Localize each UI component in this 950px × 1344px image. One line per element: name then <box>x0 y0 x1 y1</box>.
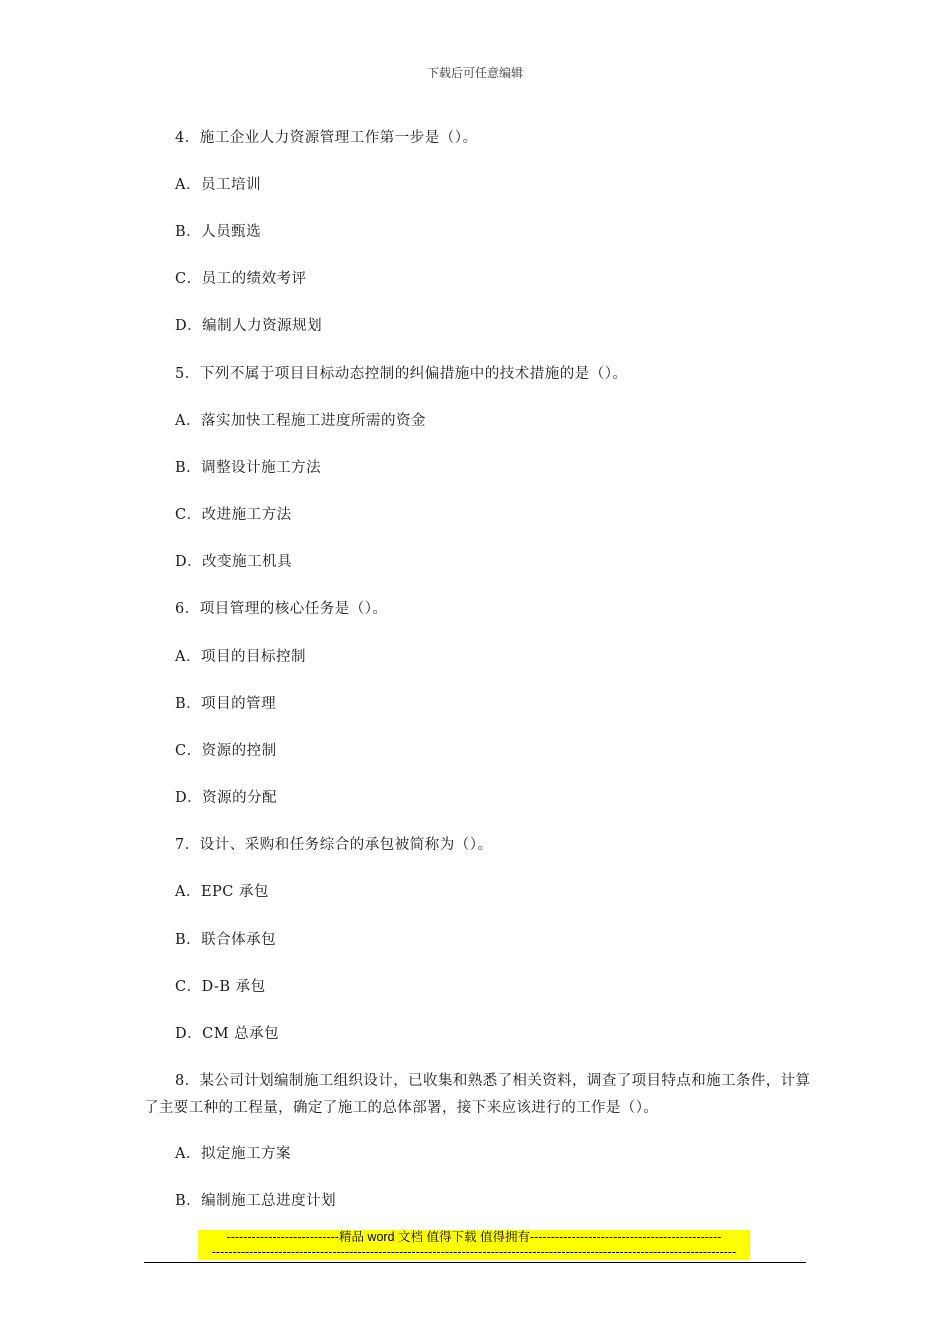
option-5a: A．落实加快工程施工进度所需的资金 <box>175 413 426 429</box>
option-5c: C．改进施工方法 <box>175 507 292 523</box>
option-5b: B．调整设计施工方法 <box>175 460 322 476</box>
option-4a: A．员工培训 <box>175 177 261 193</box>
option-7b: B．联合体承包 <box>175 932 277 948</box>
footer-banner-line-1: ---------------------------精品 word 文档 值得下载 值得拥有---------------------------------------------- <box>226 1230 722 1244</box>
option-6c: C．资源的控制 <box>175 743 277 759</box>
option-6d: D．资源的分配 <box>175 790 278 806</box>
question-5: 5．下列不属于项目目标动态控制的纠偏措施中的技术措施的是（）。 <box>175 366 628 382</box>
question-6: 6．项目管理的核心任务是（）。 <box>175 601 388 617</box>
question-4: 4．施工企业人力资源管理工作第一步是（）。 <box>175 130 478 146</box>
option-4b: B．人员甄选 <box>175 224 262 240</box>
option-6a: A．项目的目标控制 <box>175 649 306 665</box>
page-header: 下载后可任意编辑 <box>426 66 523 80</box>
option-7c: C．D-B 承包 <box>175 979 266 995</box>
option-7a: A．EPC 承包 <box>175 884 270 900</box>
question-8: 8．某公司计划编制施工组织设计，已收集和熟悉了相关资料，调查了项目特点和施工条件，计算了主要工种的工程量，确定了施工的总体部署，接下来应该进行的工作是（）。 <box>144 1073 811 1116</box>
footer-banner <box>198 1230 750 1260</box>
footer-banner-line-2: ------------------------------------------------------------------------------------------------------------------------------ <box>211 1245 737 1259</box>
option-5d: D．改变施工机具 <box>175 554 293 570</box>
option-8a: A．拟定施工方案 <box>175 1146 291 1162</box>
question-7: 7．设计、采购和任务综合的承包被简称为（）。 <box>175 837 493 853</box>
option-6b: B．项目的管理 <box>175 696 277 712</box>
footer-rule <box>144 1262 806 1263</box>
option-7d: D．CM 总承包 <box>175 1026 280 1042</box>
option-4c: C．员工的绩效考评 <box>175 271 307 287</box>
option-8b: B．编制施工总进度计划 <box>175 1193 337 1209</box>
option-4d: D．编制人力资源规划 <box>175 318 323 334</box>
